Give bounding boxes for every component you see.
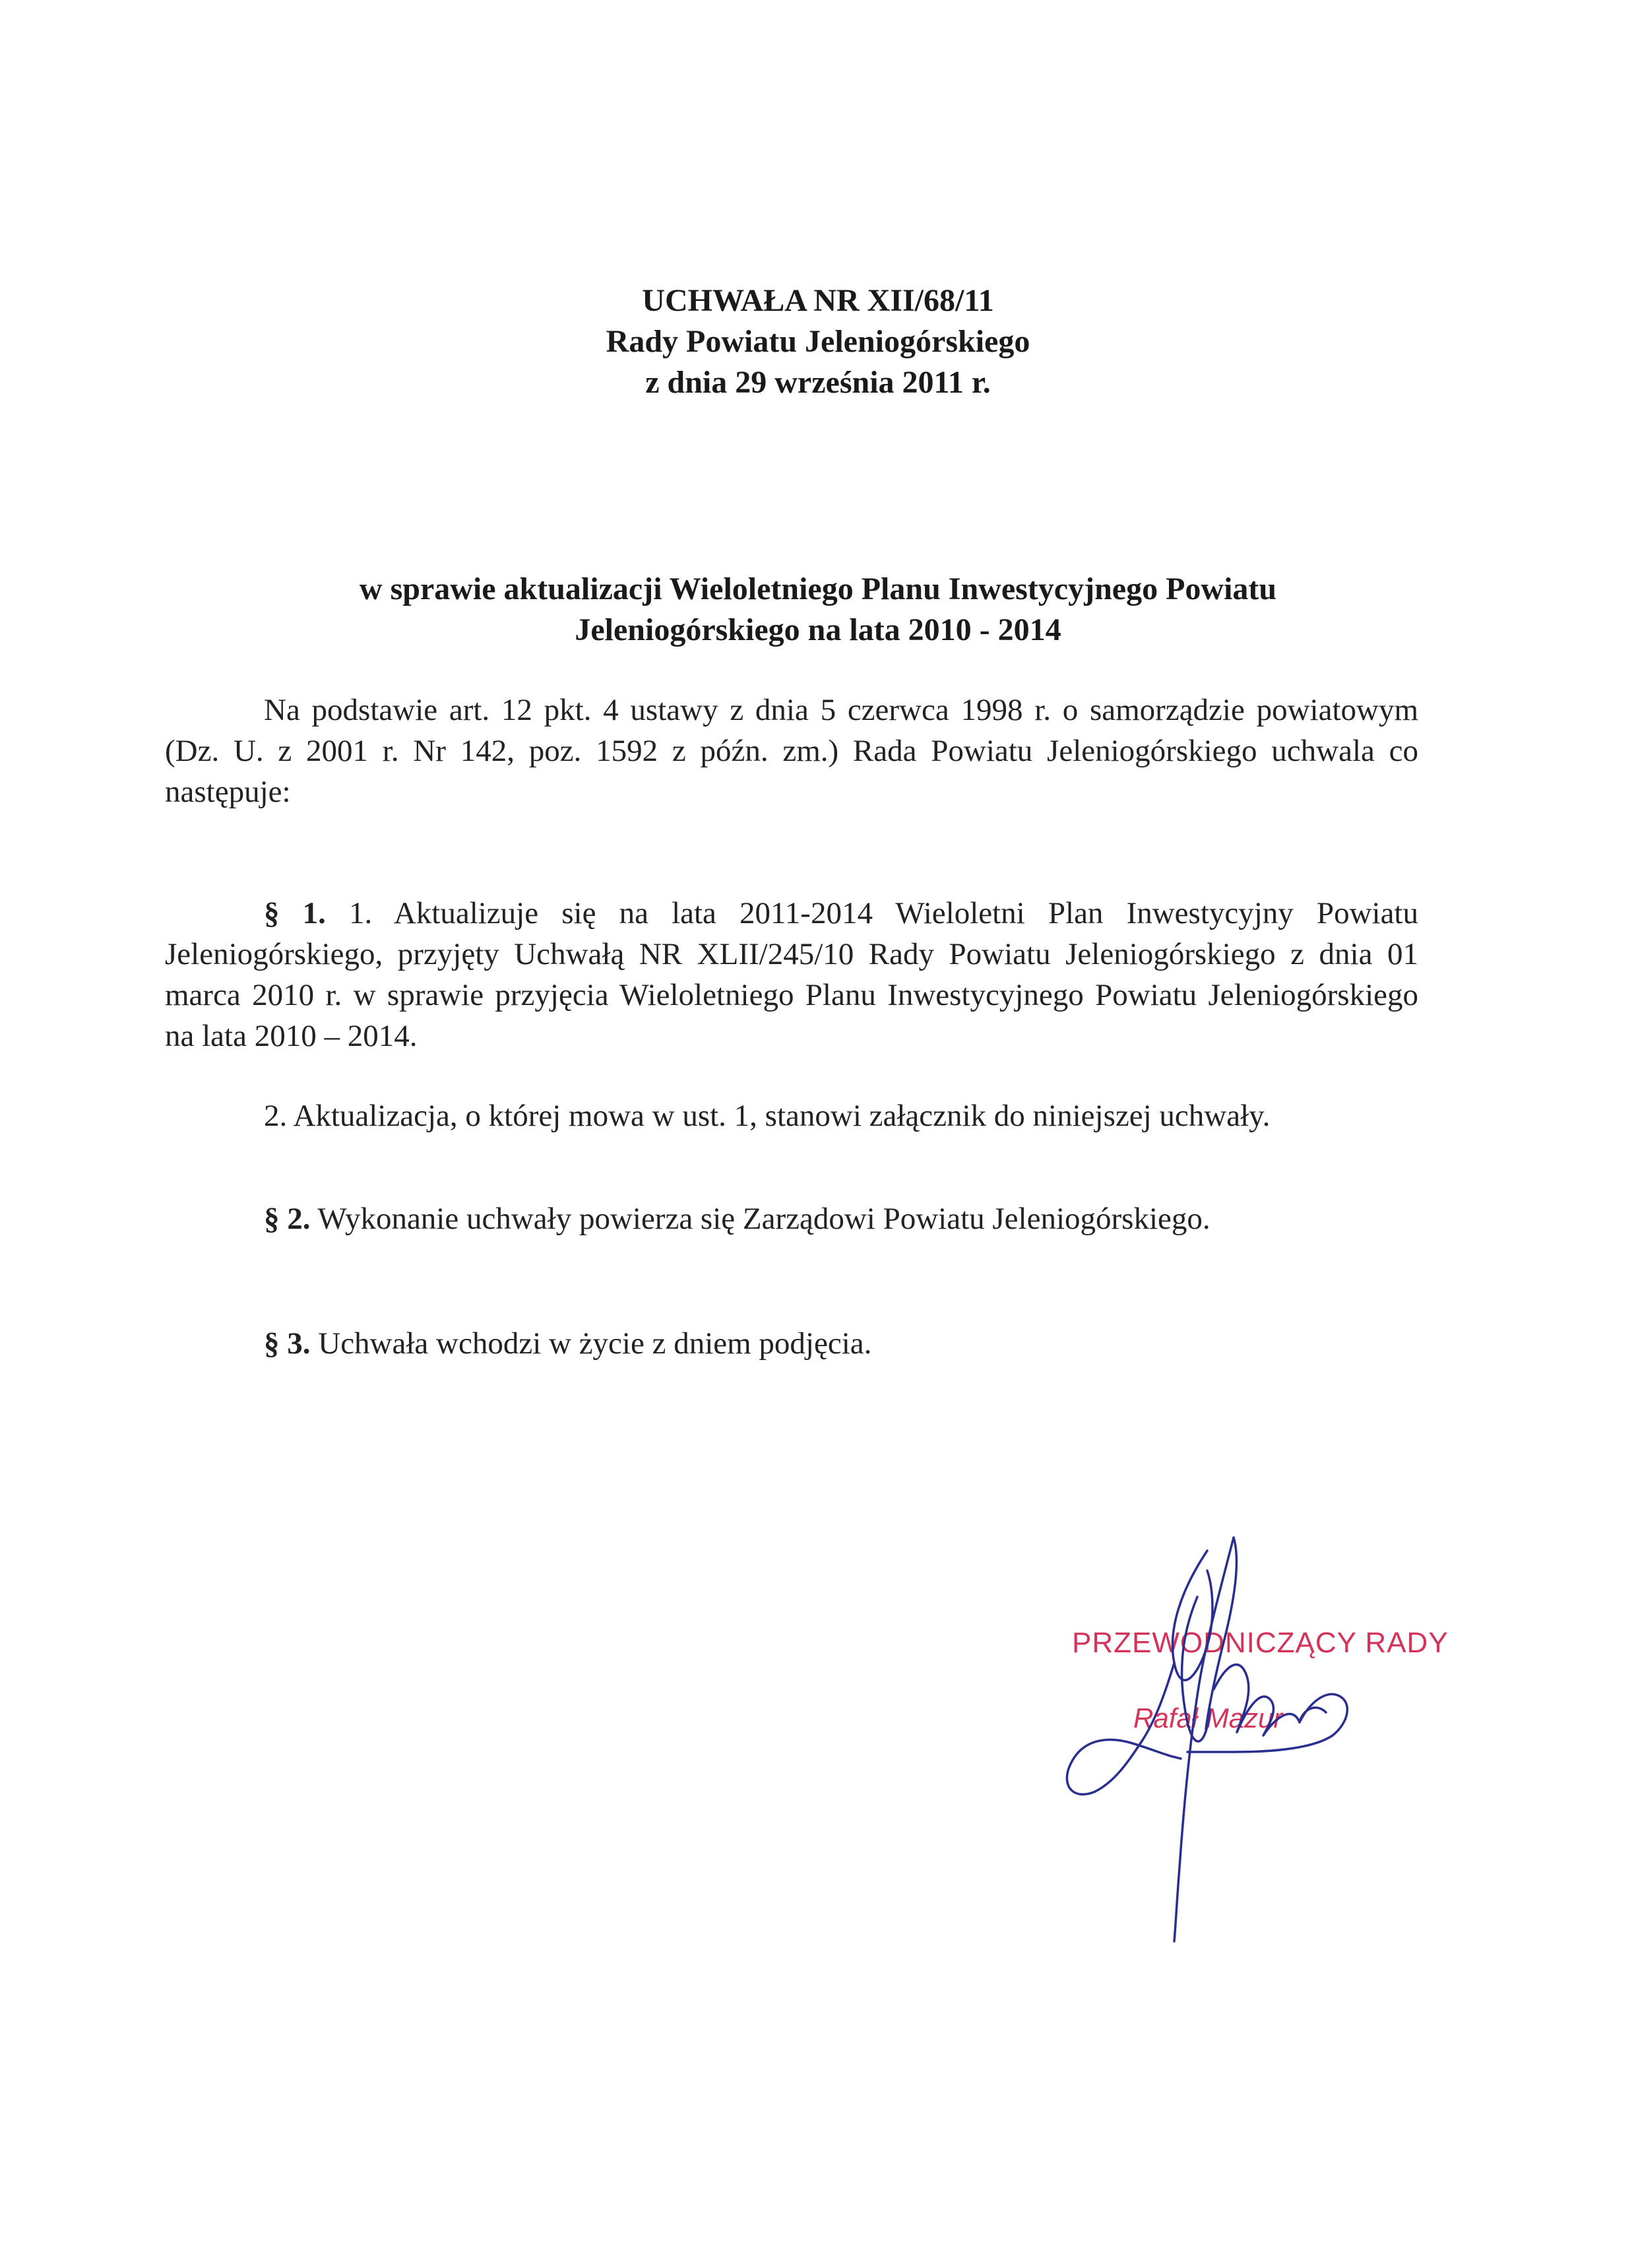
- legal-basis-paragraph: [165, 690, 1418, 812]
- section-3-mark: § 3.: [264, 1326, 311, 1361]
- section-1-paragraph-2: [165, 1095, 1418, 1136]
- resolution-date: z dnia 29 września 2011 r.: [645, 365, 991, 400]
- resolution-subject: [198, 569, 1438, 651]
- section-1-text: 1. Aktualizuje się na lata 2011-2014 Wieloletni Plan Inwestycyjny Powiatu Jeleniogórskiego, przyjęty Uchwałą NR XLII/245/10 Rady Powiatu Jeleniogórskiego z dnia 01 marca 2010 r. w sprawie przyjęcia Wieloletniego Planu Inwestycyjnego Powiatu Jeleniogórskiego na lata 2010 – 2014.: [165, 896, 1418, 1053]
- section-2-mark: § 2.: [264, 1202, 311, 1236]
- section-1-mark: § 1.: [264, 896, 326, 930]
- section-3-paragraph: [165, 1323, 1418, 1364]
- section-1-paragraph-2-text: 2. Aktualizacja, o której mowa w ust. 1, stanowi załącznik do niniejszej uchwały.: [264, 1099, 1271, 1133]
- subject-line-1: w sprawie aktualizacji Wieloletniego Planu Inwestycyjnego Powiatu: [359, 571, 1277, 606]
- resolution-header: [0, 280, 1636, 403]
- resolution-issuer: Rady Powiatu Jeleniogórskiego: [606, 324, 1030, 359]
- stamp-name: Rafał Mazur: [1133, 1702, 1283, 1733]
- handwritten-signature: [1049, 1524, 1392, 1947]
- section-2-text: Wykonanie uchwały powierza się Zarządowi Powiatu Jeleniogórskiego.: [317, 1202, 1211, 1236]
- subject-line-2: Jeleniogórskiego na lata 2010 - 2014: [575, 612, 1061, 647]
- section-2-paragraph: [165, 1198, 1418, 1239]
- stamp-title: PRZEWODNICZĄCY RADY: [1072, 1627, 1449, 1659]
- resolution-number: UCHWAŁA NR XII/68/11: [642, 283, 994, 318]
- section-3-text: Uchwała wchodzi w życie z dniem podjęcia.: [318, 1326, 872, 1361]
- section-1-paragraph-1: [165, 893, 1418, 1056]
- signature-block: [1049, 1524, 1449, 1947]
- legal-basis-text: Na podstawie art. 12 pkt. 4 ustawy z dnia 5 czerwca 1998 r. o samorządzie powiatowym (Dz. U. z 2001 r. Nr 142, poz. 1592 z późn. zm.) Rada Powiatu Jeleniogórskiego uchwala co następuje:: [165, 693, 1418, 809]
